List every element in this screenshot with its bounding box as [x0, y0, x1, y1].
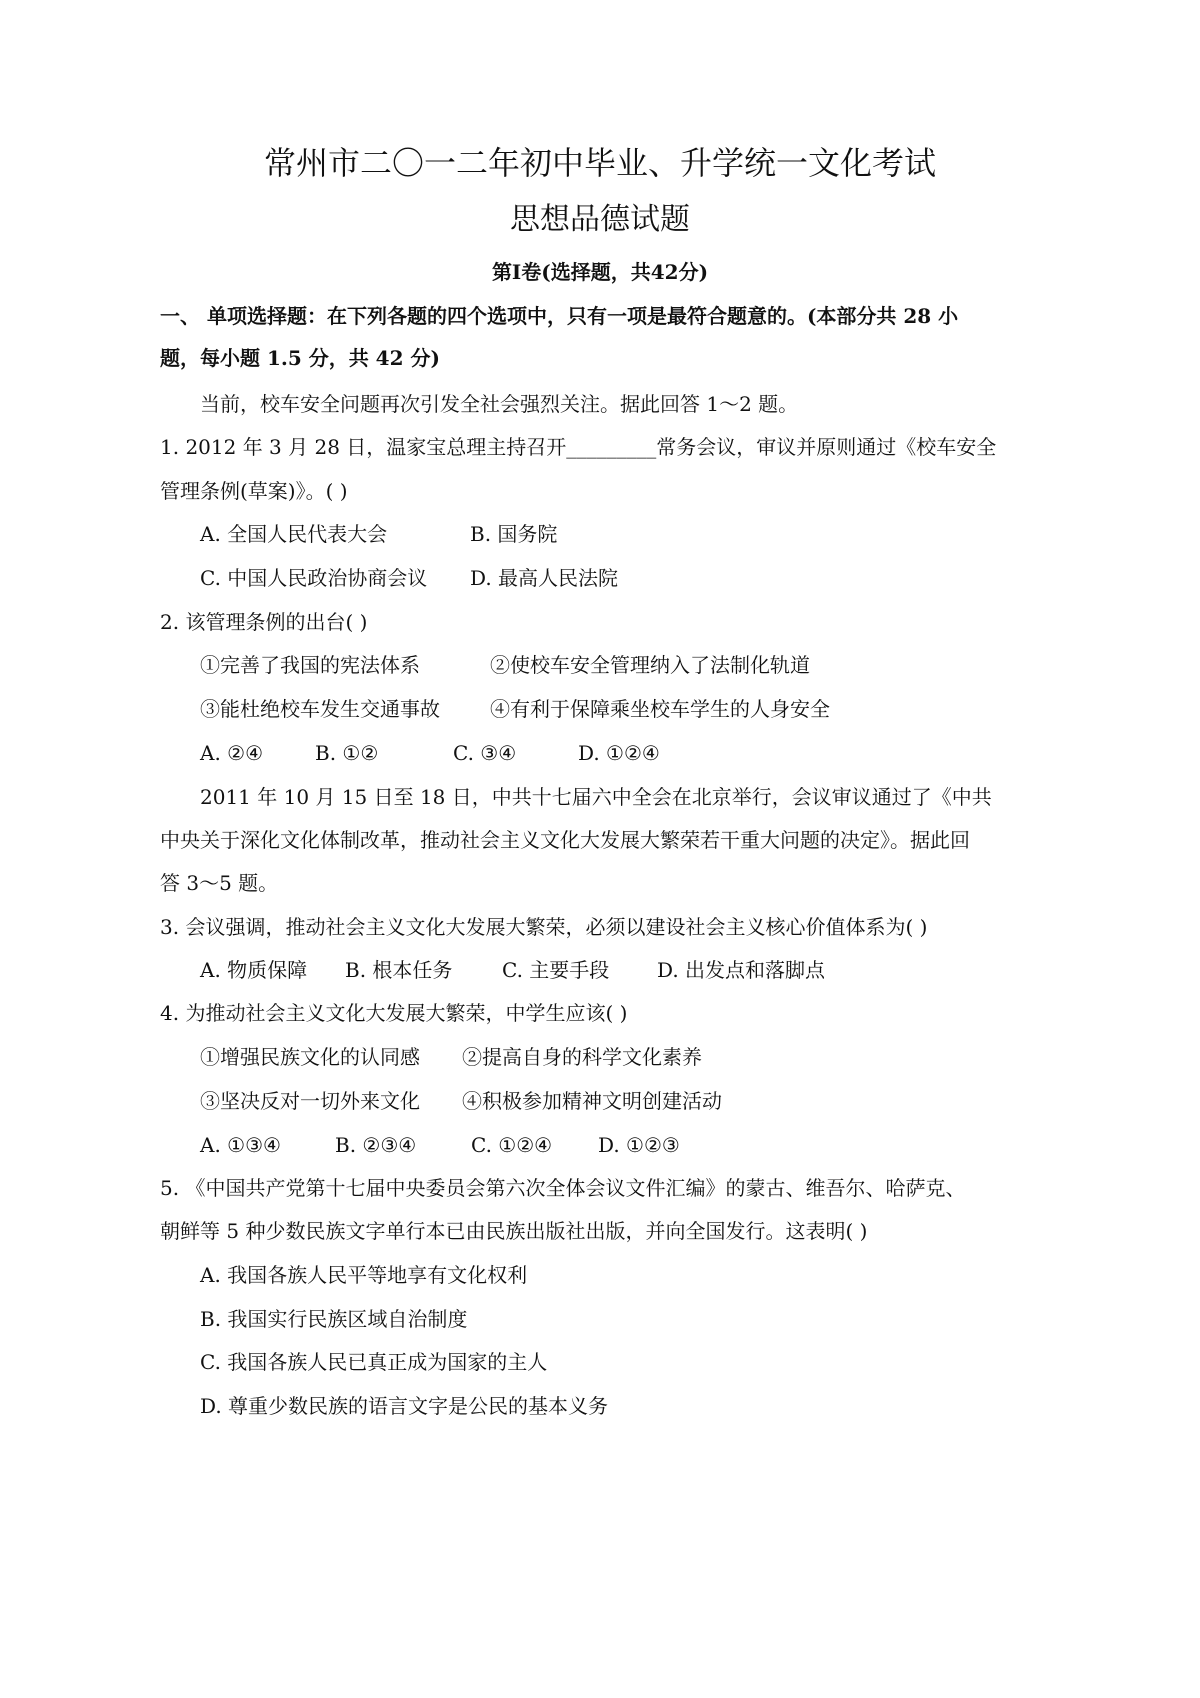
q5-option-c: C. 我国各族人民已真正成为国家的主人: [200, 1350, 548, 1374]
q3-option-a: A. 物质保障: [200, 958, 308, 982]
q2-option-a: A. ②④: [200, 741, 264, 765]
q4-option-a: A. ①③④: [200, 1133, 281, 1157]
intro-q3-5-line2: 中央关于深化文化体制改革，推动社会主义文化大发展大繁荣若干重大问题的决定》。据此回: [160, 828, 970, 852]
q2-option-c: C. ③④: [453, 741, 517, 765]
part1-heading-line2: 题，每小题 1.5 分，共 42 分): [160, 346, 440, 370]
q4-item-2: ②提高自身的科学文化素养: [462, 1045, 702, 1069]
q5-option-d: D. 尊重少数民族的语言文字是公民的基本义务: [200, 1394, 609, 1418]
q4-item-3: ③坚决反对一切外来文化: [200, 1089, 420, 1113]
part1-heading-line1: 一、 单项选择题：在下列各题的四个选项中，只有一项是最符合题意的。(本部分共 28 小: [160, 304, 959, 328]
subject-title: 思想品德试题: [510, 202, 690, 237]
intro-q3-5-line3: 答 3～5 题。: [160, 871, 279, 895]
q5-stem-line1: 5. 《中国共产党第十七届中央委员会第六次全体会议文件汇编》的蒙古、维吾尔、哈萨克、: [160, 1176, 966, 1200]
q3-option-d: D. 出发点和落脚点: [657, 958, 826, 982]
q1-option-b: B. 国务院: [470, 522, 558, 546]
q3-stem: 3. 会议强调，推动社会主义文化大发展大繁荣，必须以建设社会主义核心价值体系为( ): [160, 915, 928, 939]
q3-option-b: B. 根本任务: [345, 958, 453, 982]
q5-option-b: B. 我国实行民族区域自治制度: [200, 1307, 468, 1331]
q5-option-a: A. 我国各族人民平等地享有文化权利: [200, 1263, 528, 1287]
q4-stem: 4. 为推动社会主义文化大发展大繁荣，中学生应该( ): [160, 1001, 628, 1025]
q1-option-c: C. 中国人民政治协商会议: [200, 566, 428, 590]
q4-item-1: ①增强民族文化的认同感: [200, 1045, 420, 1069]
q2-stem: 2. 该管理条例的出台( ): [160, 610, 368, 634]
q4-option-d: D. ①②③: [598, 1133, 680, 1157]
q4-item-4: ④积极参加精神文明创建活动: [462, 1089, 722, 1113]
q2-option-b: B. ①②: [315, 741, 379, 765]
q1-stem-line2: 管理条例(草案)》。( ): [160, 479, 348, 503]
section-title: 第Ⅰ卷(选择题，共42分): [491, 260, 709, 284]
q3-option-c: C. 主要手段: [502, 958, 610, 982]
intro-q3-5-line1: 2011 年 10 月 15 日至 18 日，中共十七届六中全会在北京举行，会议审议通过了《中共: [200, 785, 992, 809]
intro-q1-2: 当前，校车安全问题再次引发全社会强烈关注。据此回答 1～2 题。: [200, 392, 799, 416]
q4-option-c: C. ①②④: [471, 1133, 553, 1157]
q2-item-1: ①完善了我国的宪法体系: [200, 653, 420, 677]
q5-stem-line2: 朝鲜等 5 种少数民族文字单行本已由民族出版社出版，并向全国发行。这表明( ): [160, 1219, 868, 1243]
q2-item-3: ③能杜绝校车发生交通事故: [200, 697, 440, 721]
exam-title: 常州市二〇一二年初中毕业、升学统一文化考试: [263, 144, 936, 182]
q2-item-4: ④有利于保障乘坐校车学生的人身安全: [490, 697, 830, 721]
q4-option-b: B. ②③④: [335, 1133, 417, 1157]
q2-item-2: ②使校车安全管理纳入了法制化轨道: [490, 653, 810, 677]
q1-option-a: A. 全国人民代表大会: [200, 522, 388, 546]
q1-option-d: D. 最高人民法院: [470, 566, 619, 590]
q1-stem-line1: 1. 2012 年 3 月 28 日，温家宝总理主持召开_________常务会议，审议并原则通过《校车安全: [160, 435, 997, 459]
q2-option-d: D. ①②④: [578, 741, 660, 765]
